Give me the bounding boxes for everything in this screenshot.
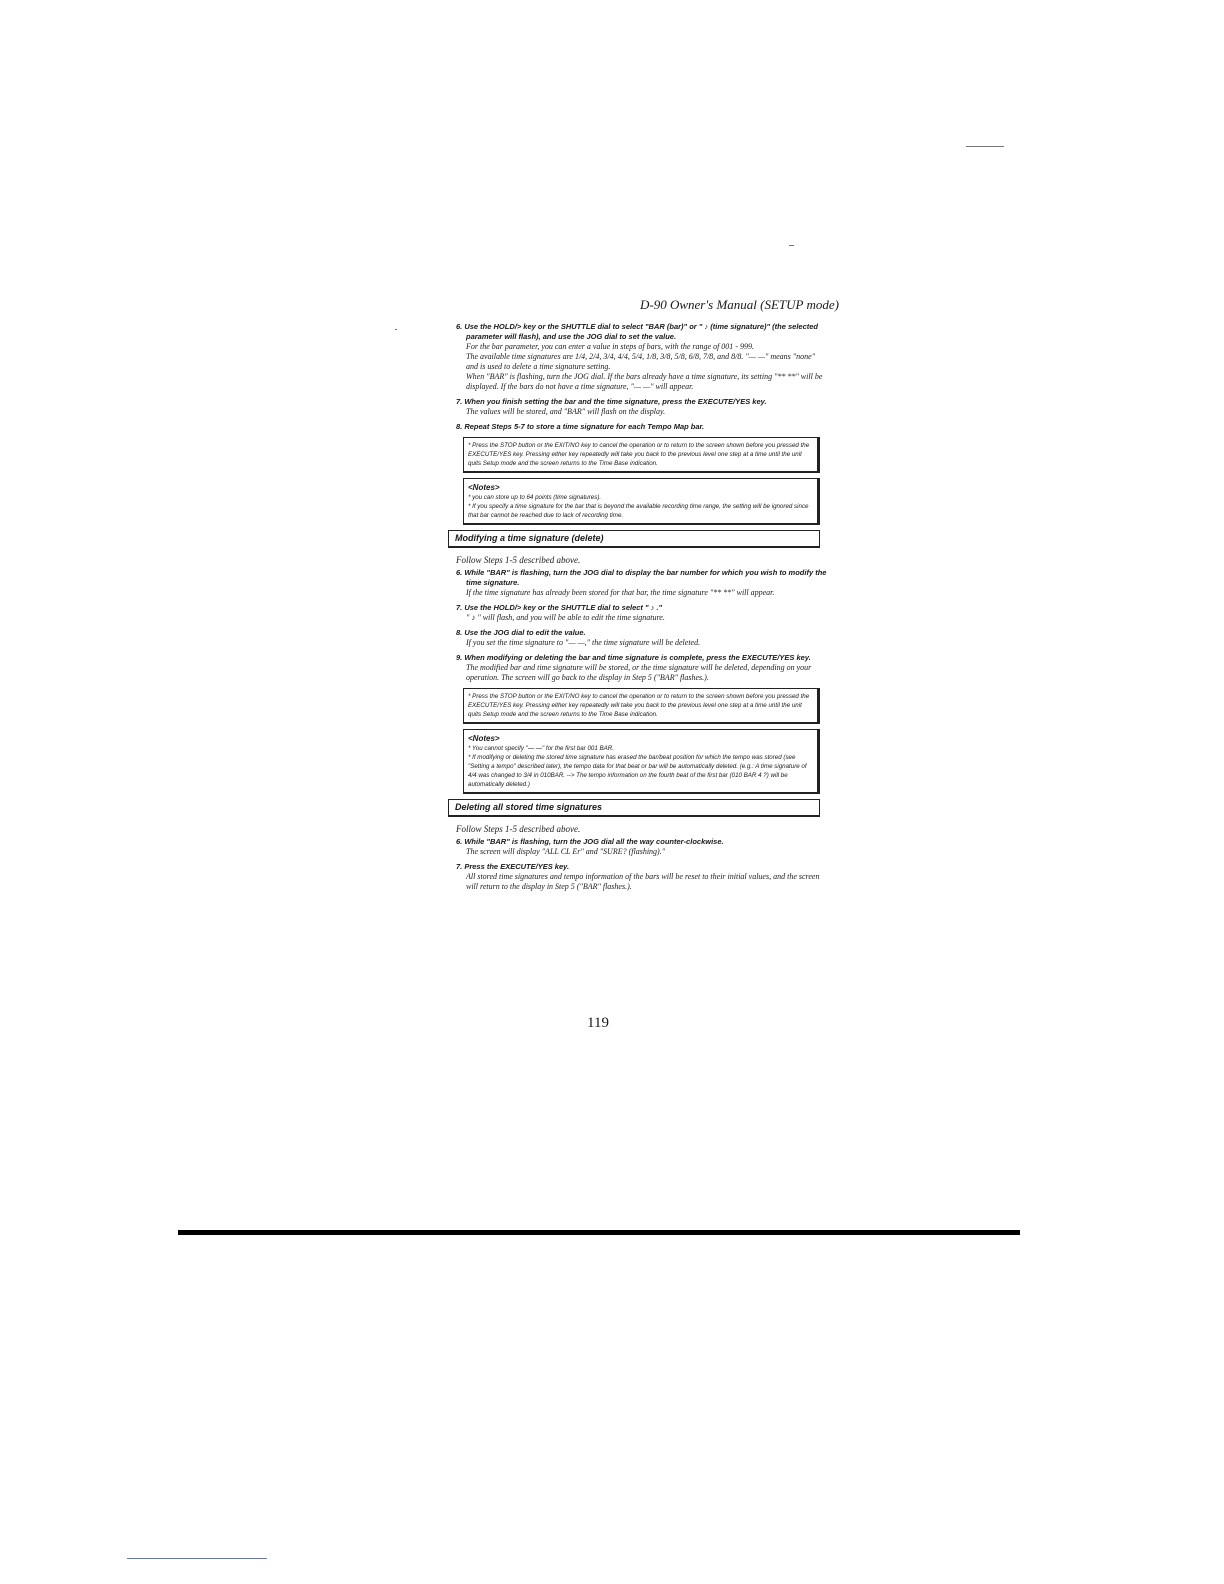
step-body: If the time signature has already been stored for that bar, the time signature "** **" will appear. <box>466 588 775 597</box>
step-7-select-signature <box>448 603 828 623</box>
step-body: For the bar parameter, you can enter a value in steps of bars, with the range of 001 - 999. <box>466 342 754 351</box>
notes-box <box>463 729 820 794</box>
note-item: * you can store up to 64 points (time signatures). <box>468 494 602 501</box>
step-body: If you set the time signature to "— —," the time signature will be deleted. <box>466 638 701 647</box>
step-9-execute <box>448 653 828 683</box>
step-title: 6. While "BAR" is flashing, turn the JOG dial all the way counter-clockwise. <box>456 837 724 846</box>
step-title: 7. Press the EXECUTE/YES key. <box>456 862 570 871</box>
step-title: 7. When you finish setting the bar and the time signature, press the EXECUTE/YES key. <box>456 397 767 406</box>
note-item: * You cannot specify "— —" for the first bar 001 BAR. <box>468 745 614 752</box>
step-body: The values will be stored, and "BAR" will flash on the display. <box>466 407 666 416</box>
step-title: 8. Use the JOG dial to edit the value. <box>456 628 586 637</box>
step-body: All stored time signatures and tempo information of the bars will be reset to their initial values, and the screen will return to the display in Step 5 ("BAR" flashes.). <box>466 872 820 891</box>
section-heading-modify: Modifying a time signature (delete) <box>448 530 820 548</box>
page-header: D-90 Owner's Manual (SETUP mode) <box>640 297 839 312</box>
step-title: 9. When modifying or deleting the bar and time signature is complete, press the EXECUTE/YES key. <box>456 653 811 662</box>
step-body: " ♪ " will flash, and you will be able to edit the time signature. <box>466 613 665 622</box>
notes-title: <Notes> <box>468 734 500 743</box>
step-8-repeat <box>448 422 828 432</box>
follow-steps-text: Follow Steps 1-5 described above. <box>456 555 581 565</box>
step-7-press-execute <box>448 862 828 892</box>
page-number: 119 <box>587 1015 609 1031</box>
cancel-info-box: * Press the STOP button or the EXIT/NO key to cancel the operation or to return to the screen shown before you pressed the EXECUTE/YES key. Pressing either key repeatedly will take you back to the previous level one step at a time until the unit quits Setup mode and the screen returns to the Time Base indication. <box>463 688 820 724</box>
notes-title: <Notes> <box>468 483 500 492</box>
note-item: * If modifying or deleting the stored time signature has erased the bar/beat position for which the tempo was stored (see "Setting a tempo" described later), the tempo data for that beat or bar will be automatically deleted. (e.g.: A time signature of 4/4 was changed to 3/4 in 010BAR. --> The tempo information on the fourth beat of the first bar (010 BAR 4 ?) will be automatically deleted.) <box>468 754 807 788</box>
footer-rule <box>178 1230 1020 1235</box>
step-6-select-parameter <box>448 322 828 392</box>
scan-speck <box>789 245 794 246</box>
section-heading-delete-all: Deleting all stored time signatures <box>448 799 820 817</box>
manual-content <box>448 322 828 897</box>
step-body: The modified bar and time signature will be stored, or the time signature will be deleted, depending on your operation. The screen will go back to the display in Step 5 ("BAR" flashes.). <box>466 663 812 682</box>
notes-box <box>463 478 820 525</box>
step-title: 8. Repeat Steps 5-7 to store a time signature for each Tempo Map bar. <box>456 422 705 431</box>
step-6-turn-jog <box>448 837 828 857</box>
step-body: The screen will display "ALL CL Er" and "SURE? (flashing)." <box>466 847 666 856</box>
step-7-store-values <box>448 397 828 417</box>
follow-steps-text: Follow Steps 1-5 described above. <box>456 824 581 834</box>
scan-speck <box>966 146 1004 147</box>
step-body: The available time signatures are 1/4, 2/4, 3/4, 4/4, 5/4, 1/8, 3/8, 5/8, 6/8, 7/8, and 8/8. "— —" means "none" and is used to delete a time signature setting. <box>466 352 816 371</box>
scan-speck <box>395 329 397 330</box>
step-8-edit-value <box>448 628 828 648</box>
step-body: When "BAR" is flashing, turn the JOG dial. If the bars already have a time signature, its setting "** **" will be displayed. If the bars do not have a time signature, "— —" will appear. <box>466 372 823 391</box>
step-6-display-bar <box>448 568 828 598</box>
step-title: 6. While "BAR" is flashing, turn the JOG dial to display the bar number for which you wish to modify the time signature. <box>456 568 827 587</box>
step-title: 7. Use the HOLD/> key or the SHUTTLE dial to select " ♪ ." <box>456 603 663 612</box>
bottom-link-underline <box>127 1558 267 1559</box>
step-title: 6. Use the HOLD/> key or the SHUTTLE dial to select "BAR (bar)" or " ♪ (time signature)" (the selected parameter will flash), and use the JOG dial to set the value. <box>456 322 819 341</box>
note-item: * If you specify a time signature for the bar that is beyond the available recording time range, the setting will be ignored since that bar cannot be reached due to lack of recording time. <box>468 503 809 519</box>
cancel-info-box: * Press the STOP button or the EXIT/NO key to cancel the operation or to return to the screen shown before you pressed the EXECUTE/YES key. Pressing either key repeatedly will take you back to the previous level one step at a time until the unit quits Setup mode and the screen returns to the Time Base indication. <box>463 437 820 473</box>
